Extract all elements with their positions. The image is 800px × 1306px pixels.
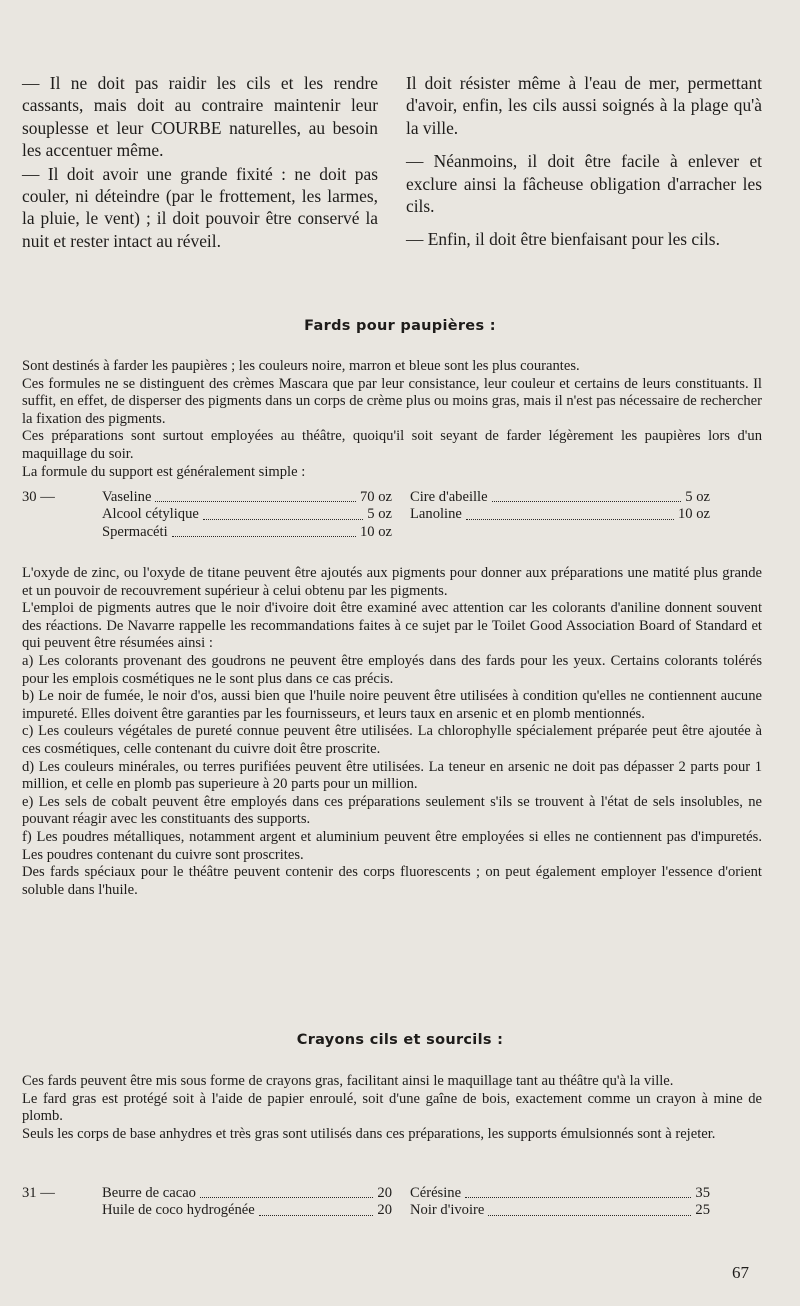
paragraph: Sont destinés à farder les paupières ; les couleurs noire, marron et bleue sont les plus courantes. (22, 358, 580, 374)
intro-columns (22, 72, 762, 262)
section1-intro-text (22, 358, 762, 481)
ingredient-qty: 20 (377, 1202, 392, 1219)
paragraph: Le fard gras est protégé soit à l'aide de papier enroulé, soit d'une gaîne de bois, exactement comme un crayon à mine de plomb. (22, 1090, 762, 1125)
intro-right-paragraph: — Néanmoins, il doit être facile à enlever et exclure ainsi la fâcheuse obligation d'arracher les cils. (406, 151, 762, 217)
ingredient-name: Vaseline (102, 489, 152, 505)
paragraph: Des fards spéciaux pour le théâtre peuvent contenir des corps fluorescents ; on peut également employer l'essence d'orient soluble dans l'huile. (22, 864, 762, 898)
paragraph: L'emploi de pigments autres que le noir d'ivoire doit être examiné avec attention car les colorants d'aniline donnent souvent des réactions. De Navarre rappelle les recommandations faites à ce sujet par le Toilet Good Association Board of Standard et qui peuvent être résumées ainsi : (22, 600, 762, 652)
formula-row (22, 524, 762, 541)
formula-number: 31 — (22, 1185, 55, 1201)
formula-row (22, 1202, 762, 1219)
paragraph: Seuls les corps de base anhydres et très gras sont utilisés dans ces préparations, les supports émulsionnés sont à rejeter. (22, 1125, 716, 1142)
ingredient-name: Huile de coco hydrogénée (102, 1202, 255, 1219)
intro-right-paragraph: Il doit résister même à l'eau de mer, permettant d'avoir, enfin, les cils aussi soignés à la plage qu'à la ville. (406, 73, 762, 138)
paragraph: d) Les couleurs minérales, ou terres purifiées peuvent être utilisées. La teneur en arsenic ne doit pas dépasser 2 parts pour 1 million, et celle en plomb pas superieure à 20 parts pour un million. (22, 758, 762, 793)
paragraph: f) Les poudres métalliques, notamment argent et aluminium peuvent être employées si elles ne contiennent pas d'impuretés. Les poudres contenant du cuivre sont proscrites. (22, 828, 762, 863)
ingredient-name: Beurre de cacao (102, 1185, 196, 1201)
ingredient-qty: 25 (695, 1202, 710, 1219)
paragraph: Ces préparations sont surtout employées au théâtre, quoiqu'il soit seyant de farder légèrement les paupières lors d'un maquillage du soir. (22, 428, 762, 462)
paragraph: a) Les colorants provenant des goudrons ne peuvent être employés dans des fards pour les yeux. Certains colorants tolérés pour les emplois cosmétiques ne le sont plus dans ce cas précis. (22, 652, 762, 687)
ingredient-qty: 70 oz (359, 489, 392, 505)
intro-right-column (406, 72, 762, 262)
section1-details-text (22, 565, 762, 899)
paragraph: L'oxyde de zinc, ou l'oxyde de titane peuvent être ajoutés aux pigments pour donner aux préparations une matité plus grande et un pouvoir de recouvrement supérieur à celui obtenu par les pigments. (22, 565, 762, 599)
intro-left-paragraph: — Il ne doit pas raidir les cils et les rendre cassants, mais doit au contraire maintenir leur souplesse et leur COURBE naturelles, au besoin les accentuer même. (22, 73, 378, 161)
section2-text (22, 1073, 762, 1143)
formula-row (22, 489, 762, 506)
ingredient-name: Cire d'abeille (410, 489, 488, 505)
ingredient-name: Spermacéti (102, 523, 168, 540)
ingredient-name: Lanoline (410, 506, 462, 523)
paragraph: Ces formules ne se distinguent des crèmes Mascara que par leur consistance, leur couleur et certains de leurs constituants. Il suffit, en effet, de disperser des pigments dans un corps de crème plus ou moins gras, mais il n'est pas nécessaire de rechercher la fixation des pigments. (22, 375, 762, 427)
ingredient-name: Cérésine (410, 1185, 462, 1201)
page-number: 67 (732, 1263, 749, 1282)
ingredient-qty: 10 oz (359, 523, 392, 540)
ingredient-name: Alcool cétylique (102, 506, 199, 523)
formula-number: 30 — (22, 489, 55, 505)
ingredient-qty: 5 oz (367, 506, 392, 523)
section-title-fards: Fards pour paupières : (304, 318, 496, 334)
section-title-crayons: Crayons cils et sourcils : (296, 1032, 504, 1048)
intro-right-paragraph: — Enfin, il doit être bienfaisant pour les cils. (406, 229, 720, 250)
formula-row (22, 1185, 762, 1202)
formula-30 (22, 489, 762, 541)
paragraph: La formule du support est généralement simple : (22, 463, 306, 480)
paragraph: Ces fards peuvent être mis sous forme de crayons gras, facilitant ainsi le maquillage tant au théâtre qu'à la ville. (22, 1073, 674, 1089)
ingredient-name: Noir d'ivoire (410, 1202, 485, 1219)
intro-left-paragraph: — Il doit avoir une grande fixité : ne doit pas couler, ni déteindre (par le frottement, les larmes, la pluie, le vent) ; il doit pouvoir être conservé la nuit et rester intact au réveil. (22, 163, 378, 251)
paragraph: e) Les sels de cobalt peuvent être employés dans ces préparations seulement s'ils se trouvent à l'état de sels insolubles, ne pouvant réagir avec les constituants des supports. (22, 793, 762, 828)
ingredient-qty: 10 oz (677, 506, 710, 523)
paragraph: b) Le noir de fumée, le noir d'os, aussi bien que l'huile noire peuvent être utilisées à condition qu'elles ne contiennent aucune impureté. Elles doivent être garanties par les fournisseurs, et leurs taux en arsenic et en plomb mentionnés. (22, 688, 762, 722)
formula-row (22, 506, 762, 523)
paragraph: c) Les couleurs végétales de pureté connue peuvent être utilisées. La chlorophylle spécialement préparée peut être ajoutée à ces cosmétiques, celle contenant du cuivre doit être proscrite. (22, 723, 762, 757)
intro-left-column (22, 72, 378, 262)
ingredient-qty: 20 (377, 1185, 392, 1201)
formula-31 (22, 1185, 762, 1220)
ingredient-qty: 5 oz (685, 489, 710, 505)
ingredient-qty: 35 (695, 1185, 710, 1201)
